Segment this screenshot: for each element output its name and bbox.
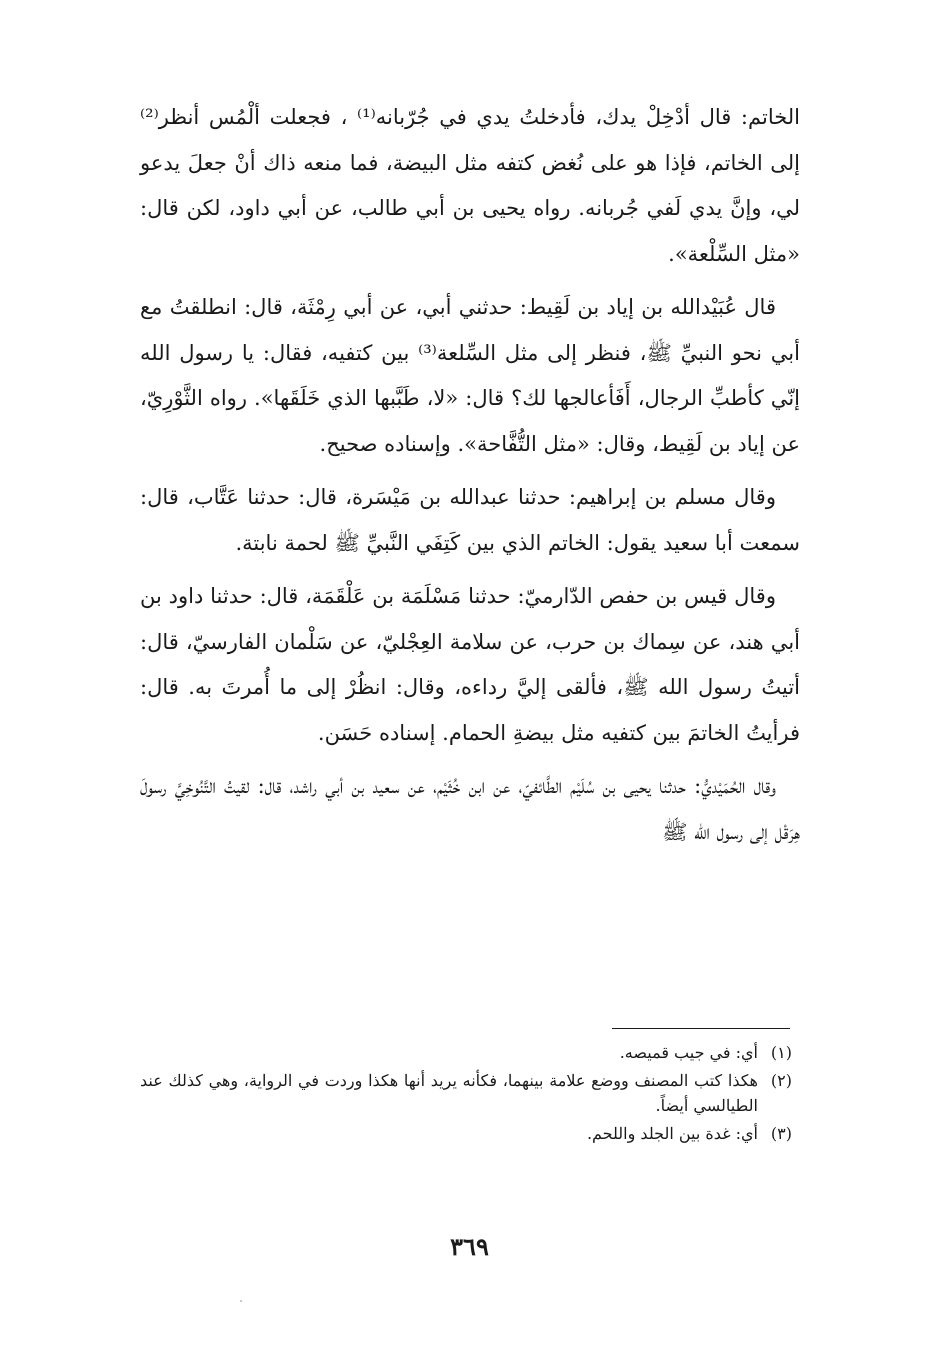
footnote-number: (٢) [770, 1070, 792, 1090]
paragraph-al-humaydi: وقال الحُمَيْديُّ: حدثنا يحيى بن سُلَيْم الطَّائفيّ، عن ابن خُثَيْم، عن سعيد بن أبي راشد، قال: لقيتُ التَّنُوخِيَّ رسولَ هِرَقْل إلى رسول الله ﷺ [140, 774, 800, 844]
footnote-separator [612, 1028, 790, 1029]
footnote-1 [140, 1040, 800, 1066]
paragraph-khatam-hand: الخاتم: قال أدْخِلْ يدك، فأدخلتُ يدي في جُرّبانه⁽¹⁾ ، فجعلت ألْمُس أنظر⁽²⁾ إلى الخاتم، فإذا هو على نُغض كتفه مثل البيضة، فما منعه ذاك أنْ جعلَ يدعو لي، وإنَّ يدي لَفي جُربانه. رواه يحيى بن أبي طالب، عن أبي داود، لكن قال: «مثل السِّلْعة». [140, 105, 801, 266]
page-number: ٣٦٩ [450, 1232, 489, 1261]
footnote-text: أي: غدة بين الجلد واللحم. [586, 1123, 758, 1143]
footnote-text: أي: في جيب قميصه. [619, 1043, 758, 1062]
footnotes [140, 1040, 800, 1148]
paragraph-qays-ibn-hafs: وقال قيس بن حفص الدّارميّ: حدثنا مَسْلَمَة بن عَلْقَمَة، قال: حدثنا داود بن أبي هند، عن سِماك بن حرب، عن سلامة العِجْليّ، عن سَلْمان الفارسيّ، قال: أتيتُ رسول الله ﷺ، فألقى إليَّ رداءه، وقال: انظُرْ إلى ما أُمرتَ به. قال: فرأيتُ الخاتمَ بين كتفيه مثل بيضةِ الحمام. إسناده حَسَن. [140, 584, 800, 745]
paragraph-abu-rimtha: قال عُبَيْدالله بن إياد بن لَقِيط: حدثني أبي، عن أبي رِمْثَة، قال: انطلقتُ مع أبي نحو النبيِّ ﷺ، فنظر إلى مثل السِّلعة⁽³⁾ بين كتفيه، فقال: يا رسول الله إنّي كأطبِّ الرجال، أَفَأعالجها لك؟ قال: «لا، طَبَّبها الذي خَلَقَها». رواه الثَّوْرِيّ، عن إياد بن لَقِيط، وقال: «مثل التُّفَّاحة». وإسناده صحيح. [140, 295, 800, 456]
footnote-2 [140, 1068, 800, 1119]
footnote-number: (٣) [770, 1123, 792, 1143]
footnote-number: (١) [770, 1043, 792, 1062]
footnote-3 [140, 1121, 800, 1147]
scan-speck [240, 1300, 242, 1302]
footnote-text: هكذا كتب المصنف ووضع علامة بينهما، فكأنه يريد أنها هكذا وردت في الرواية، وهي كذلك عند الطيالسي أيضاً. [140, 1070, 758, 1115]
main-text [140, 95, 800, 863]
paragraph-muslim-ibn-ibrahim: وقال مسلم بن إبراهيم: حدثنا عبدالله بن مَيْسَرة، قال: حدثنا عَتَّاب، قال: سمعت أبا سعيد يقول: الخاتم الذي بين كَتِفَي النَّبيِّ ﷺ لحمة نابتة. [140, 485, 800, 555]
